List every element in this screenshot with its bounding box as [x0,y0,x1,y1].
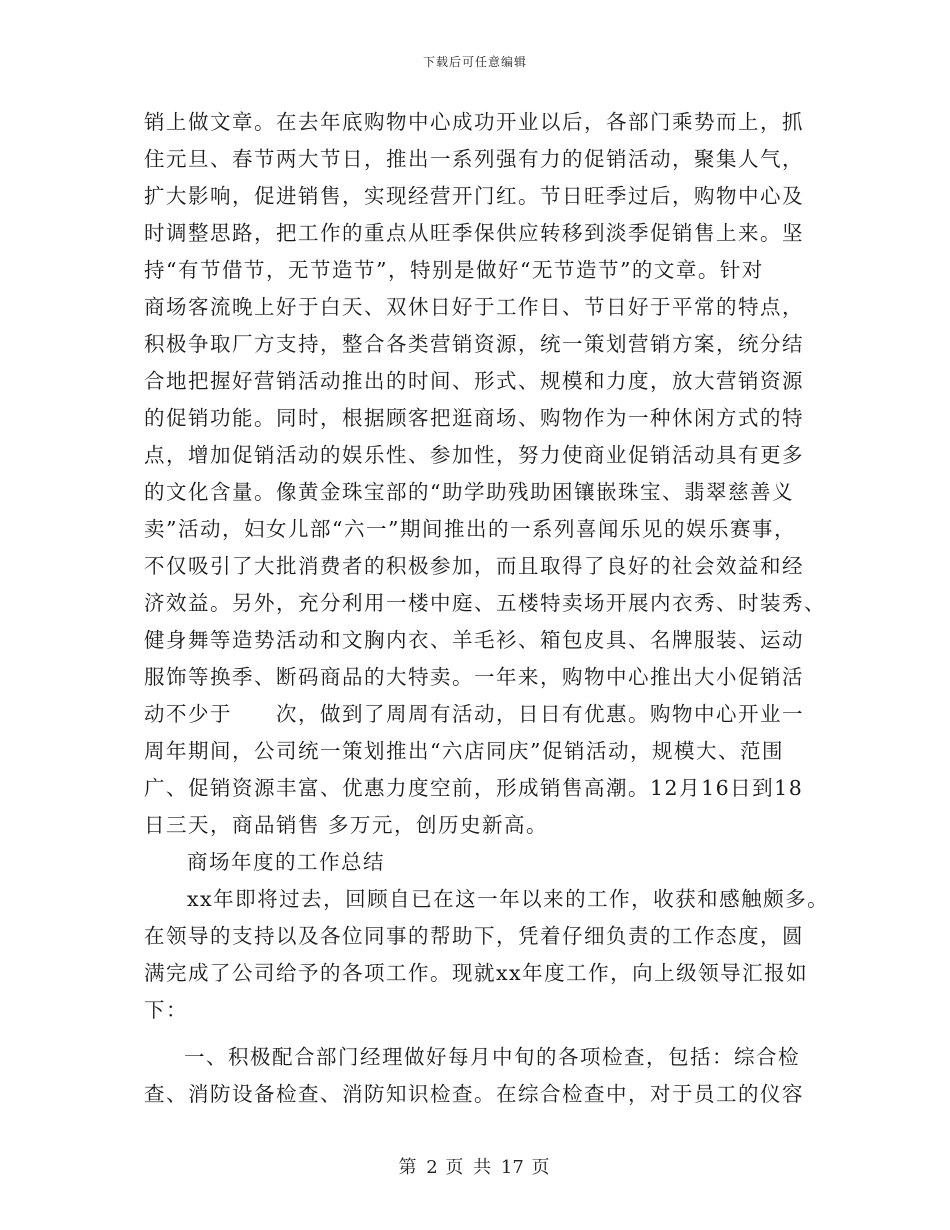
paragraph-line: 济效益。另外，充分利用一楼中庭、五楼特卖场开展内衣秀、时装秀、 [144,591,826,615]
paragraph-line: 住元旦、春节两大节日，推出一系列强有力的促销活动，聚集人气， [144,147,804,171]
footer-prefix: 第 [398,1157,419,1178]
paragraph-line: 的文化含量。像黄金珠宝部的“助学助残助困镶嵌珠宝、翡翠慈善义 [144,480,794,504]
paragraph-line: 广、促销资源丰富、优惠力度空前，形成销售高潮。12月16日到18 [144,776,804,800]
paragraph-line: 点，增加促销活动的娱乐性、参加性，努力使商业促销活动具有更多 [144,443,804,467]
paragraph-line: 扩大影响，促进销售，实现经营开门红。节日旺季过后，购物中心及 [144,184,804,208]
paragraph-line: 周年期间，公司统一策划推出“六店同庆”促销活动，规模大、范围 [144,739,784,763]
paragraph-line: 商场客流晚上好于白天、双休日好于工作日、节日好于平常的特点， [144,295,804,319]
paragraph-line: 销上做文章。在去年底购物中心成功开业以后，各部门乘势而上，抓 [144,110,804,134]
paragraph-line: 满完成了公司给予的各项工作。现就xx年度工作，向上级领导汇报如 [144,961,809,985]
paragraph-line: 的促销功能。同时，根据顾客把逛商场、购物作为一种休闲方式的特 [144,406,804,430]
paragraph-line: 下： [144,998,188,1022]
section-heading: 商场年度的工作总结 [187,850,385,874]
paragraph-line: 日三天，商品销售 多万元，创历史新高。 [144,813,549,837]
page-footer [0,1153,950,1179]
paragraph-line: 查、消防设备检查、消防知识检查。在综合检查中，对于员工的仪容 [144,1082,804,1106]
paragraph-line: 卖”活动，妇女儿部“六一”期间推出的一系列喜闻乐见的娱乐赛事， [144,517,796,541]
paragraph-line: 不仅吸引了大批消费者的积极参加，而且取得了良好的社会效益和经 [144,554,804,578]
paragraph-line: 健身舞等造势活动和文胸内衣、羊毛衫、箱包皮具、名牌服装、运动 [144,628,804,652]
paragraph-line: 合地把握好营销活动推出的时间、形式、规模和力度，放大营销资源 [144,369,804,393]
paragraph-line: xx年即将过去，回顾自已在这一年以来的工作，收获和感触颇多。 [187,887,830,911]
body-text [144,104,830,1113]
paragraph-line: 动不少于 次，做到了周周有活动，日日有优惠。购物中心开业一 [144,702,804,726]
paragraph-line: 积极争取厂方支持，整合各类营销资源，统一策划营销方案，统分结 [144,332,804,356]
paragraph-line: 在领导的支持以及各位同事的帮助下，凭着仔细负责的工作态度，圆 [144,924,804,948]
paragraph-line: 服饰等换季、断码商品的大特卖。一年来，购物中心推出大小促销活 [144,665,804,689]
footer-page-total: 17 [500,1157,524,1178]
paragraph-line: 时调整思路，把工作的重点从旺季保供应转移到淡季促销售上来。坚 [144,221,804,245]
paragraph-line: 一、积极配合部门经理做好每月中旬的各项检查，包括：综合检 [184,1045,800,1069]
page-header: 下载后可任意编辑 [422,55,527,69]
footer-suffix: 页 [531,1157,552,1178]
paragraph-line: 持“有节借节，无节造节”，特别是做好“无节造节”的文章。针对 [144,258,764,282]
footer-page-number: 2 [426,1157,438,1178]
footer-middle: 页 共 [445,1157,494,1178]
